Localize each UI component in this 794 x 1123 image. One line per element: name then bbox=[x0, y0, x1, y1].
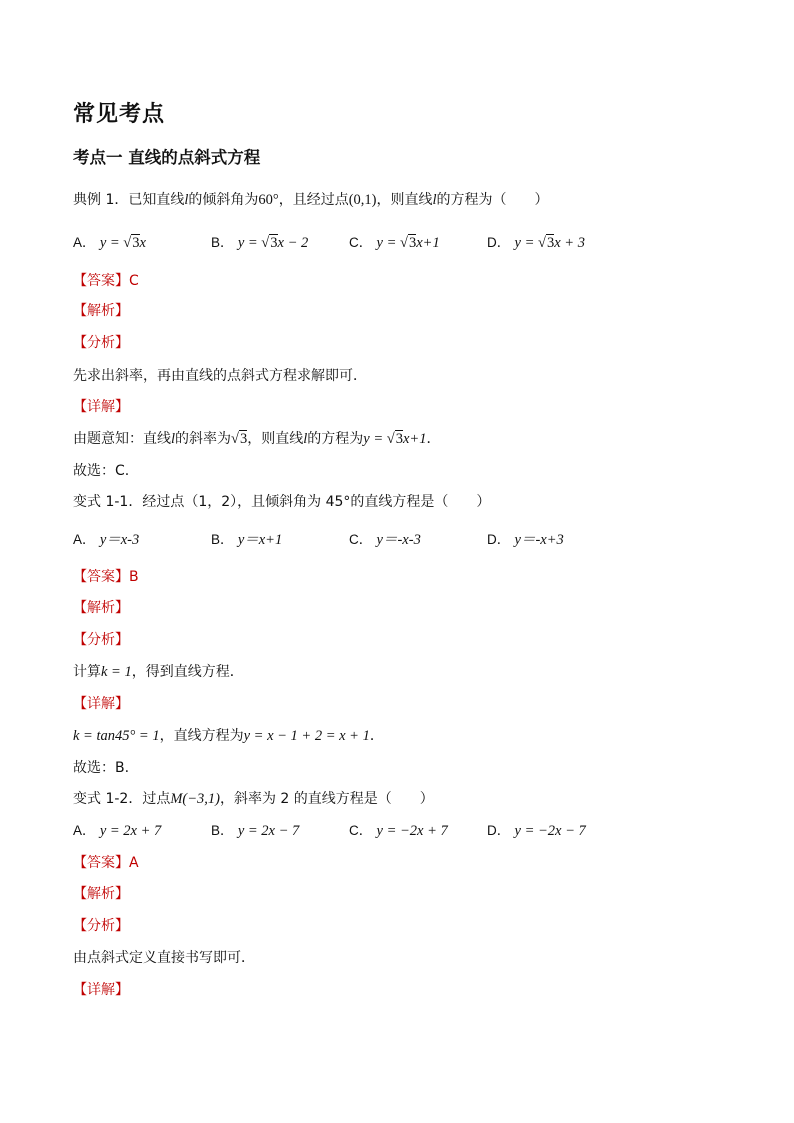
question-1-detail: 由题意知：直线l的斜率为√3，则直线l的方程为y = √3x+1． bbox=[73, 431, 441, 447]
question-2-conclusion: 故选：B. bbox=[73, 760, 130, 776]
detail-label: 【详解】 bbox=[73, 982, 129, 998]
question-3-option-c: C． y = −2x + 7 bbox=[349, 823, 448, 839]
question-2-option-a: A． y＝x-3 bbox=[73, 532, 140, 548]
section-title: 考点一 直线的点斜式方程 bbox=[73, 148, 261, 167]
question-2-option-d: D． y＝-x+3 bbox=[487, 532, 564, 548]
question-3-option-a: A． y = 2x + 7 bbox=[73, 823, 162, 839]
breakdown-label: 【分析】 bbox=[73, 918, 129, 934]
analysis-label: 【解析】 bbox=[73, 600, 129, 616]
answer-label: 【答案】 bbox=[73, 569, 129, 585]
answer-label: 【答案】 bbox=[73, 855, 129, 871]
breakdown-label: 【分析】 bbox=[73, 335, 129, 351]
question-1-option-a: A． y = √3x bbox=[73, 235, 146, 251]
question-3-option-b: B． y = 2x − 7 bbox=[211, 823, 300, 839]
question-1-option-d: D． y = √3x + 3 bbox=[487, 235, 585, 251]
question-1-option-b: B． y = √3x − 2 bbox=[211, 235, 309, 251]
question-1-conclusion: 故选：C. bbox=[73, 463, 130, 479]
answer-value: A bbox=[129, 855, 139, 871]
breakdown-label: 【分析】 bbox=[73, 632, 129, 648]
question-2-breakdown: 计算k = 1，得到直线方程． bbox=[73, 664, 244, 680]
question-2-stem: 变式 1-1．经过点（1，2），且倾斜角为 45°的直线方程是（ ） bbox=[73, 494, 491, 510]
question-1-answer bbox=[73, 271, 139, 291]
detail-label: 【详解】 bbox=[73, 696, 129, 712]
question-2-option-c: C． y＝-x-3 bbox=[349, 532, 421, 548]
question-1-stem: 典例 1．已知直线l的倾斜角为60°，且经过点(0,1)，则直线l的方程为（ ） bbox=[73, 192, 549, 208]
question-3-stem: 变式 1-2．过点M(−3,1)，斜率为 2 的直线方程是（ ） bbox=[73, 791, 434, 807]
question-2-detail: k = tan45° = 1，直线方程为y = x − 1 + 2 = x + 1． bbox=[73, 728, 384, 744]
question-2-answer bbox=[73, 567, 139, 587]
page-title: 常见考点 bbox=[73, 102, 166, 127]
question-3-breakdown: 由点斜式定义直接书写即可． bbox=[73, 950, 255, 966]
question-3-answer bbox=[73, 853, 139, 873]
analysis-label: 【解析】 bbox=[73, 303, 129, 319]
question-3-option-d: D． y = −2x − 7 bbox=[487, 823, 586, 839]
analysis-label: 【解析】 bbox=[73, 886, 129, 902]
question-1-option-c: C． y = √3x+1 bbox=[349, 235, 440, 251]
answer-value: B bbox=[129, 569, 139, 585]
answer-value: C bbox=[129, 273, 139, 289]
question-1-breakdown: 先求出斜率，再由直线的点斜式方程求解即可． bbox=[73, 368, 367, 384]
answer-label: 【答案】 bbox=[73, 273, 129, 289]
question-2-option-b: B． y＝x+1 bbox=[211, 532, 283, 548]
detail-label: 【详解】 bbox=[73, 399, 129, 415]
